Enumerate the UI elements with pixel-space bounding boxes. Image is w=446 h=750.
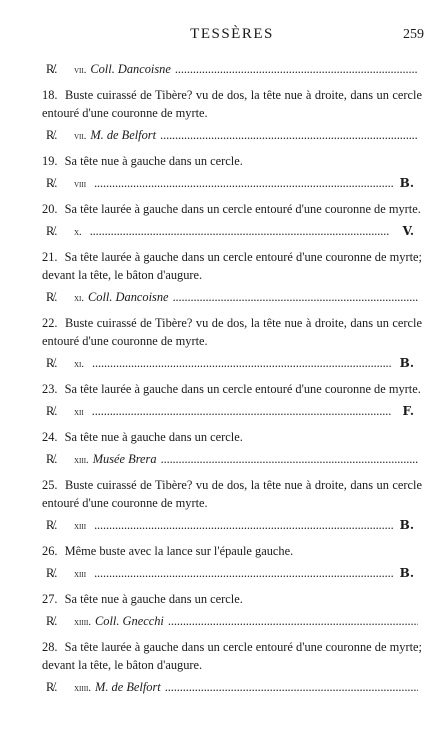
reverse-symbol: R̸. <box>46 566 58 580</box>
reverse-line <box>42 516 422 536</box>
collection-name: Musée Brera <box>92 452 157 466</box>
leader-dots <box>94 564 396 582</box>
entry-description: Sa tête nue à gauche dans un cercle. <box>64 592 243 606</box>
reverse-symbol: R̸. <box>46 452 58 466</box>
catalog-entry <box>42 86 422 122</box>
reverse-line <box>42 288 422 308</box>
entry-number: 18. <box>42 88 58 102</box>
entry-description: Buste cuirassé de Tibère? vu de dos, la tête nue à droite, dans un cercle entouré d'une couronne de myrte. <box>42 478 422 510</box>
reverse-line <box>42 354 422 374</box>
rarity-letter: B. <box>399 518 414 532</box>
reverse-symbol: R̸̸. <box>46 62 58 76</box>
leader-dots <box>94 516 396 534</box>
entry-description: Même buste avec la lance sur l'épaule gauche. <box>64 544 294 558</box>
entry-description: Sa tête laurée à gauche dans un cercle entouré d'une couronne de myrte; devant la tête, le bâton d'augure. <box>42 250 422 282</box>
catalog-list <box>42 56 422 704</box>
entry-number: 28. <box>42 640 58 654</box>
entry-description: Buste cuirassé de Tibère? vu de dos, la tête nue à droite, dans un cercle entouré d'une couronne de myrte. <box>42 316 422 348</box>
collection-name: Coll. Dancoisne <box>88 290 169 304</box>
reverse-number: vii. <box>74 65 87 76</box>
rarity-letter: B. <box>399 176 414 190</box>
reverse-symbol: R̸. <box>46 614 58 628</box>
reverse-line <box>42 450 422 470</box>
leader-dots <box>165 678 418 696</box>
reverse-line <box>42 222 422 242</box>
entry-description: Buste cuirassé de Tibère? vu de dos, la tête nue à droite, dans un cercle entouré d'une couronne de myrte. <box>42 88 422 120</box>
reverse-number: xiiii. <box>74 617 92 628</box>
reverse-line <box>42 174 422 194</box>
rarity-letter: V. <box>402 224 414 238</box>
reverse-symbol: R̸. <box>46 224 58 238</box>
collection-name: M. de Belfort <box>90 128 157 142</box>
entry-description: Sa tête laurée à gauche dans un cercle entouré d'une couronne de myrte; devant la tête, le bâton d'augure. <box>42 640 422 672</box>
catalog-entry <box>42 476 422 512</box>
entry-description: Sa tête laurée à gauche dans un cercle entouré d'une couronne de myrte. <box>64 202 421 216</box>
reverse-number: xii <box>74 407 84 418</box>
catalog-entry <box>42 380 422 398</box>
entry-number: 26. <box>42 544 58 558</box>
rarity-letter: B. <box>399 356 414 370</box>
page-header <box>40 26 424 46</box>
entry-number: 24. <box>42 430 58 444</box>
reverse-number: xiiii. <box>74 683 92 694</box>
collection-name: Coll. Dancoisne <box>90 62 171 76</box>
reverse-number: viii <box>74 179 87 190</box>
collection-name: M. de Belfort <box>95 680 161 694</box>
entry-number: 20. <box>42 202 58 216</box>
reverse-line <box>42 402 422 422</box>
reverse-number: xi. <box>74 359 85 370</box>
catalog-entry <box>42 200 422 218</box>
catalog-entry <box>42 638 422 674</box>
entry-number: 27. <box>42 592 58 606</box>
entry-description: Sa tête laurée à gauche dans un cercle entouré d'une couronne de myrte. <box>64 382 421 396</box>
entry-number: 19. <box>42 154 58 168</box>
rarity-letter: B. <box>399 566 414 580</box>
entry-number: 21. <box>42 250 58 264</box>
reverse-symbol: R̸. <box>46 290 58 304</box>
catalog-entry <box>42 314 422 350</box>
entry-description: Sa tête nue à gauche dans un cercle. <box>64 430 243 444</box>
leader-dots <box>160 126 418 144</box>
rarity-letter: F. <box>402 404 414 418</box>
reverse-symbol: R̸. <box>46 176 58 190</box>
reverse-line <box>42 60 422 80</box>
reverse-number: xiii. <box>74 455 89 466</box>
collection-name: Coll. Gnecchi <box>95 614 164 628</box>
reverse-line <box>42 612 422 632</box>
entry-description: Sa tête nue à gauche dans un cercle. <box>64 154 243 168</box>
reverse-symbol: R̸. <box>46 680 58 694</box>
reverse-line <box>42 678 422 698</box>
catalog-entry <box>42 590 422 608</box>
leader-dots <box>92 402 399 420</box>
entry-number: 22. <box>42 316 58 330</box>
catalog-entry <box>42 152 422 170</box>
catalog-entry <box>42 428 422 446</box>
entry-number: 25. <box>42 478 58 492</box>
reverse-number: xiii <box>74 569 87 580</box>
catalog-entry <box>42 248 422 284</box>
reverse-symbol: R̸. <box>46 128 58 142</box>
reverse-number: xi. <box>74 293 85 304</box>
page-title: TESSÈRES <box>190 26 274 42</box>
reverse-number: x. <box>74 227 82 238</box>
reverse-line <box>42 126 422 146</box>
reverse-number: vii. <box>74 131 87 142</box>
reverse-symbol: R̸. <box>46 356 58 370</box>
leader-dots <box>94 174 396 192</box>
catalog-entry <box>42 542 422 560</box>
leader-dots <box>173 288 418 306</box>
reverse-symbol: R̸. <box>46 404 58 418</box>
leader-dots <box>168 612 418 630</box>
leader-dots <box>92 354 396 372</box>
leader-dots <box>175 60 418 78</box>
reverse-line <box>42 564 422 584</box>
leader-dots <box>90 222 399 240</box>
page-number: 259 <box>403 27 424 42</box>
entry-number: 23. <box>42 382 58 396</box>
reverse-symbol: R̸. <box>46 518 58 532</box>
leader-dots <box>161 450 418 468</box>
reverse-number: xiii <box>74 521 87 532</box>
